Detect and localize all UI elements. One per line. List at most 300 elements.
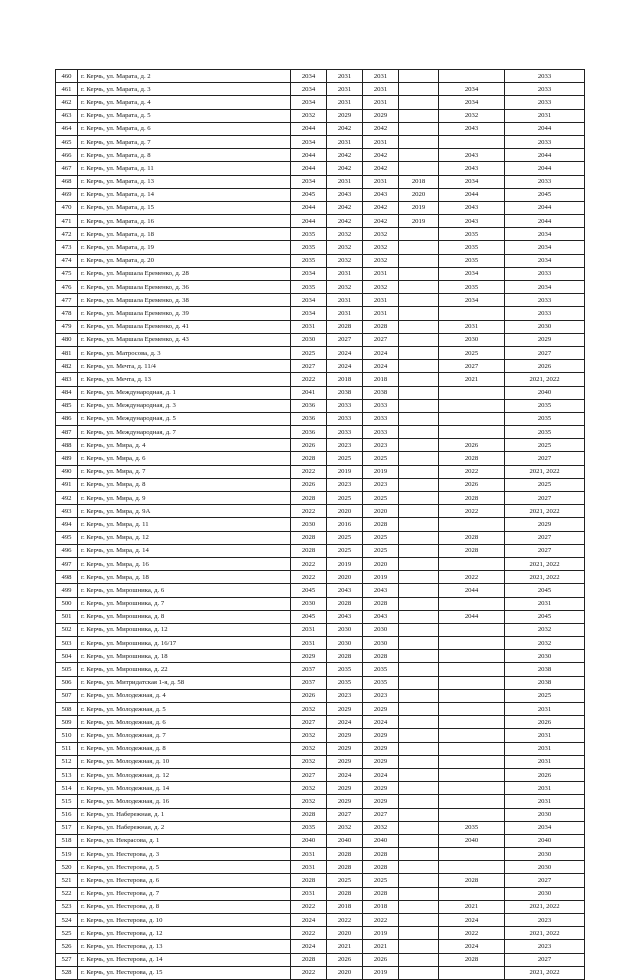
year-col-2-cell: 2020 [327,966,363,979]
address-cell: г. Керчь, ул. Нестерова, д. 14 [78,953,291,966]
year-col-1-cell: 2034 [291,135,327,148]
table-row [56,149,585,162]
year-col-2-cell: 2016 [327,518,363,531]
year-col-5-cell: 2035 [439,228,505,241]
year-col-5-cell: 2043 [439,149,505,162]
year-col-6-cell: 2031 [505,795,585,808]
year-col-1-cell: 2030 [291,333,327,346]
year-col-4-cell [399,887,439,900]
year-col-1-cell: 2035 [291,821,327,834]
row-number-cell: 466 [56,149,78,162]
year-col-6-cell: 2026 [505,768,585,781]
row-number-cell: 475 [56,267,78,280]
row-number-cell: 493 [56,505,78,518]
year-col-2-cell: 2029 [327,742,363,755]
year-col-2-cell: 2021 [327,940,363,953]
year-col-4-cell [399,109,439,122]
year-col-1-cell: 2032 [291,755,327,768]
year-col-2-cell: 2031 [327,294,363,307]
address-cell: г. Керчь, ул. Молодежная, д. 4 [78,689,291,702]
address-cell: г. Керчь, ул. Молодежная, д. 6 [78,716,291,729]
year-col-2-cell: 2024 [327,360,363,373]
year-col-1-cell: 2032 [291,795,327,808]
year-col-4-cell [399,426,439,439]
table-row [56,478,585,491]
year-col-5-cell [439,782,505,795]
row-number-cell: 490 [56,465,78,478]
row-number-cell: 525 [56,927,78,940]
year-col-5-cell: 2034 [439,175,505,188]
year-col-3-cell: 2025 [363,492,399,505]
year-col-2-cell: 2027 [327,333,363,346]
year-col-3-cell: 2028 [363,320,399,333]
year-col-4-cell [399,848,439,861]
year-col-6-cell: 2023 [505,914,585,927]
row-number-cell: 469 [56,188,78,201]
year-col-4-cell [399,531,439,544]
year-col-4-cell: 2019 [399,201,439,214]
address-cell: г. Керчь, ул. Маршала Еременко, д. 41 [78,320,291,333]
row-number-cell: 518 [56,834,78,847]
year-col-6-cell: 2027 [505,874,585,887]
year-col-4-cell [399,346,439,359]
year-col-6-cell: 2031 [505,109,585,122]
year-col-5-cell: 2028 [439,953,505,966]
year-col-3-cell: 2025 [363,874,399,887]
table-row [56,439,585,452]
year-col-1-cell: 2022 [291,966,327,979]
year-col-4-cell [399,254,439,267]
housing-schedule-table [55,69,585,980]
table-row [56,83,585,96]
year-col-2-cell: 2038 [327,386,363,399]
year-col-4-cell [399,557,439,570]
table-row [56,953,585,966]
table-row [56,320,585,333]
year-col-1-cell: 2027 [291,360,327,373]
row-number-cell: 461 [56,83,78,96]
year-col-6-cell: 2025 [505,689,585,702]
year-col-4-cell [399,241,439,254]
year-col-5-cell [439,795,505,808]
year-col-3-cell: 2042 [363,201,399,214]
year-col-1-cell: 2036 [291,412,327,425]
year-col-6-cell: 2033 [505,83,585,96]
year-col-5-cell [439,887,505,900]
address-cell: г. Керчь, ул. Марата, д. 18 [78,228,291,241]
year-col-3-cell: 2038 [363,386,399,399]
year-col-4-cell [399,808,439,821]
address-cell: г. Керчь, ул. Матросова, д. 3 [78,346,291,359]
year-col-3-cell: 2024 [363,346,399,359]
year-col-4-cell: 2019 [399,215,439,228]
year-col-3-cell: 2029 [363,729,399,742]
year-col-2-cell: 2031 [327,83,363,96]
row-number-cell: 492 [56,492,78,505]
address-cell: г. Керчь, ул. Нестерова, д. 5 [78,861,291,874]
row-number-cell: 478 [56,307,78,320]
year-col-3-cell: 2030 [363,637,399,650]
year-col-3-cell: 2031 [363,294,399,307]
year-col-3-cell: 2031 [363,267,399,280]
address-cell: г. Керчь, ул. Марата, д. 7 [78,135,291,148]
row-number-cell: 498 [56,571,78,584]
year-col-1-cell: 2034 [291,267,327,280]
address-cell: г. Керчь, ул. Молодежная, д. 5 [78,703,291,716]
row-number-cell: 467 [56,162,78,175]
table-row [56,267,585,280]
year-col-1-cell: 2034 [291,96,327,109]
year-col-1-cell: 2032 [291,703,327,716]
year-col-3-cell: 2032 [363,254,399,267]
address-cell: г. Керчь, ул. Маршала Еременко, д. 43 [78,333,291,346]
year-col-6-cell: 2044 [505,215,585,228]
year-col-3-cell: 2018 [363,373,399,386]
year-col-1-cell: 2028 [291,452,327,465]
year-col-4-cell [399,267,439,280]
address-cell: г. Керчь, ул. Мира, д. 9А [78,505,291,518]
year-col-1-cell: 2027 [291,768,327,781]
table-row [56,821,585,834]
year-col-6-cell: 2045 [505,584,585,597]
year-col-1-cell: 2022 [291,465,327,478]
year-col-2-cell: 2031 [327,175,363,188]
year-col-4-cell [399,452,439,465]
address-cell: г. Керчь, ул. Марата, д. 14 [78,188,291,201]
year-col-5-cell: 2035 [439,281,505,294]
year-col-4-cell [399,439,439,452]
year-col-3-cell: 2028 [363,848,399,861]
year-col-5-cell [439,135,505,148]
table-row [56,254,585,267]
address-cell: г. Керчь, ул. Марата, д. 4 [78,96,291,109]
table-row [56,755,585,768]
row-number-cell: 511 [56,742,78,755]
table-row [56,215,585,228]
year-col-5-cell: 2043 [439,201,505,214]
year-col-4-cell [399,360,439,373]
address-cell: г. Керчь, ул. Нестерова, д. 10 [78,914,291,927]
row-number-cell: 528 [56,966,78,979]
address-cell: г. Керчь, ул. Молодежная, д. 14 [78,782,291,795]
year-col-1-cell: 2044 [291,149,327,162]
year-col-4-cell [399,966,439,979]
year-col-5-cell: 2026 [439,478,505,491]
year-col-6-cell: 2030 [505,848,585,861]
row-number-cell: 491 [56,478,78,491]
year-col-6-cell: 2029 [505,518,585,531]
year-col-2-cell: 2023 [327,478,363,491]
year-col-2-cell: 2033 [327,399,363,412]
year-col-3-cell: 2031 [363,175,399,188]
year-col-2-cell: 2043 [327,188,363,201]
year-col-1-cell: 2044 [291,215,327,228]
year-col-6-cell: 2021, 2022 [505,966,585,979]
address-cell: г. Керчь, ул. Мира, д. 4 [78,439,291,452]
year-col-4-cell [399,399,439,412]
year-col-6-cell: 2023 [505,940,585,953]
year-col-1-cell: 2037 [291,663,327,676]
row-number-cell: 499 [56,584,78,597]
address-cell: г. Керчь, ул. Мирошника, д. 7 [78,597,291,610]
year-col-3-cell: 2021 [363,940,399,953]
table-row [56,610,585,623]
year-col-3-cell: 2033 [363,426,399,439]
year-col-2-cell: 2031 [327,307,363,320]
year-col-1-cell: 2044 [291,201,327,214]
row-number-cell: 506 [56,676,78,689]
year-col-2-cell: 2030 [327,623,363,636]
year-col-4-cell [399,465,439,478]
address-cell: г. Керчь, ул. Молодежная, д. 12 [78,768,291,781]
year-col-5-cell: 2022 [439,505,505,518]
address-cell: г. Керчь, ул. Нестерова, д. 6 [78,874,291,887]
row-number-cell: 484 [56,386,78,399]
year-col-3-cell: 2043 [363,584,399,597]
year-col-6-cell: 2021, 2022 [505,900,585,913]
year-col-5-cell: 2035 [439,241,505,254]
year-col-5-cell [439,307,505,320]
year-col-1-cell: 2035 [291,241,327,254]
year-col-1-cell: 2034 [291,175,327,188]
table-row [56,360,585,373]
year-col-1-cell: 2035 [291,281,327,294]
year-col-4-cell [399,782,439,795]
table-row [56,228,585,241]
year-col-6-cell: 2038 [505,663,585,676]
year-col-3-cell: 2019 [363,927,399,940]
year-col-1-cell: 2040 [291,834,327,847]
year-col-6-cell: 2021, 2022 [505,927,585,940]
year-col-2-cell: 2024 [327,346,363,359]
year-col-4-cell [399,610,439,623]
year-col-1-cell: 2037 [291,676,327,689]
year-col-5-cell: 2043 [439,215,505,228]
row-number-cell: 489 [56,452,78,465]
row-number-cell: 502 [56,623,78,636]
year-col-6-cell: 2033 [505,135,585,148]
year-col-3-cell: 2030 [363,623,399,636]
year-col-1-cell: 2031 [291,848,327,861]
address-cell: г. Керчь, ул. Марата, д. 3 [78,83,291,96]
year-col-2-cell: 2029 [327,795,363,808]
table-row [56,861,585,874]
year-col-1-cell: 2044 [291,122,327,135]
year-col-2-cell: 2043 [327,584,363,597]
year-col-6-cell: 2025 [505,478,585,491]
table-row [56,689,585,702]
table-row [56,927,585,940]
year-col-6-cell: 2030 [505,887,585,900]
row-number-cell: 521 [56,874,78,887]
table-row [56,333,585,346]
year-col-1-cell: 2031 [291,887,327,900]
year-col-1-cell: 2024 [291,940,327,953]
address-cell: г. Керчь, ул. Молодежная, д. 7 [78,729,291,742]
year-col-3-cell: 2027 [363,808,399,821]
table-row [56,531,585,544]
year-col-2-cell: 2029 [327,782,363,795]
year-col-2-cell: 2028 [327,848,363,861]
year-col-1-cell: 2041 [291,386,327,399]
address-cell: г. Керчь, ул. Молодежная, д. 10 [78,755,291,768]
year-col-2-cell: 2018 [327,373,363,386]
table-row [56,637,585,650]
year-col-2-cell: 2025 [327,531,363,544]
year-col-3-cell: 2023 [363,478,399,491]
year-col-6-cell: 2027 [505,544,585,557]
table-row [56,452,585,465]
year-col-5-cell [439,755,505,768]
row-number-cell: 460 [56,70,78,83]
year-col-2-cell: 2031 [327,135,363,148]
year-col-4-cell [399,834,439,847]
address-cell: г. Керчь, ул. Мира, д. 18 [78,571,291,584]
year-col-5-cell: 2026 [439,439,505,452]
year-col-5-cell: 2027 [439,360,505,373]
year-col-5-cell: 2028 [439,492,505,505]
table-row [56,281,585,294]
table-row [56,162,585,175]
row-number-cell: 468 [56,175,78,188]
table-row [56,848,585,861]
address-cell: г. Керчь, ул. Некрасова, д. 1 [78,834,291,847]
year-col-2-cell: 2031 [327,70,363,83]
year-col-4-cell [399,768,439,781]
year-col-1-cell: 2032 [291,742,327,755]
year-col-3-cell: 2029 [363,109,399,122]
year-col-5-cell: 2021 [439,900,505,913]
year-col-2-cell: 2033 [327,426,363,439]
year-col-6-cell: 2026 [505,716,585,729]
address-cell: г. Керчь, ул. Мирошника, д. 16/17 [78,637,291,650]
row-number-cell: 509 [56,716,78,729]
table-row [56,544,585,557]
year-col-2-cell: 2042 [327,122,363,135]
address-cell: г. Керчь, ул. Марата, д. 8 [78,149,291,162]
year-col-6-cell: 2021, 2022 [505,373,585,386]
year-col-2-cell: 2020 [327,505,363,518]
table-row [56,742,585,755]
year-col-2-cell: 2042 [327,215,363,228]
address-cell: г. Керчь, ул. Мирошника, д. 22 [78,663,291,676]
year-col-3-cell: 2035 [363,676,399,689]
year-col-5-cell: 2022 [439,927,505,940]
year-col-5-cell [439,716,505,729]
year-col-3-cell: 2018 [363,900,399,913]
year-col-3-cell: 2035 [363,663,399,676]
table-body [56,70,585,980]
table-row [56,571,585,584]
row-number-cell: 479 [56,320,78,333]
year-col-3-cell: 2024 [363,768,399,781]
table-row [56,492,585,505]
table-row [56,135,585,148]
year-col-5-cell: 2034 [439,83,505,96]
year-col-3-cell: 2025 [363,452,399,465]
table-row [56,716,585,729]
year-col-4-cell [399,637,439,650]
year-col-2-cell: 2022 [327,914,363,927]
year-col-5-cell [439,518,505,531]
table-row [56,900,585,913]
year-col-1-cell: 2028 [291,953,327,966]
year-col-3-cell: 2019 [363,966,399,979]
table-row [56,109,585,122]
year-col-5-cell: 2022 [439,465,505,478]
year-col-1-cell: 2026 [291,689,327,702]
address-cell: г. Керчь, ул. Мира, д. 8 [78,478,291,491]
year-col-6-cell: 2031 [505,742,585,755]
year-col-2-cell: 2025 [327,452,363,465]
year-col-1-cell: 2034 [291,70,327,83]
address-cell: г. Керчь, ул. Мирошника, д. 8 [78,610,291,623]
year-col-6-cell: 2033 [505,267,585,280]
year-col-4-cell [399,149,439,162]
table-row [56,676,585,689]
row-number-cell: 497 [56,557,78,570]
year-col-2-cell: 2018 [327,900,363,913]
row-number-cell: 465 [56,135,78,148]
year-col-5-cell: 2040 [439,834,505,847]
row-number-cell: 519 [56,848,78,861]
address-cell: г. Керчь, ул. Мира, д. 16 [78,557,291,570]
year-col-5-cell [439,597,505,610]
year-col-4-cell [399,689,439,702]
year-col-1-cell: 2035 [291,254,327,267]
row-number-cell: 517 [56,821,78,834]
address-cell: г. Керчь, ул. Мира, д. 7 [78,465,291,478]
address-cell: г. Керчь, ул. Международная, д. 7 [78,426,291,439]
table-row [56,241,585,254]
year-col-2-cell: 2042 [327,162,363,175]
year-col-5-cell: 2022 [439,571,505,584]
year-col-5-cell: 2028 [439,531,505,544]
year-col-1-cell: 2022 [291,927,327,940]
table-row [56,729,585,742]
year-col-5-cell: 2024 [439,914,505,927]
row-number-cell: 481 [56,346,78,359]
year-col-2-cell: 2029 [327,729,363,742]
table-row [56,201,585,214]
year-col-6-cell: 2045 [505,188,585,201]
row-number-cell: 504 [56,650,78,663]
year-col-3-cell: 2020 [363,557,399,570]
row-number-cell: 522 [56,887,78,900]
address-cell: г. Керчь, ул. Маршала Еременко, д. 36 [78,281,291,294]
year-col-1-cell: 2044 [291,162,327,175]
year-col-3-cell: 2025 [363,531,399,544]
address-cell: г. Керчь, ул. Мира, д. 9 [78,492,291,505]
year-col-6-cell: 2027 [505,953,585,966]
year-col-3-cell: 2029 [363,782,399,795]
address-cell: г. Керчь, ул. Мирошника, д. 12 [78,623,291,636]
year-col-4-cell [399,228,439,241]
year-col-5-cell: 2028 [439,544,505,557]
year-col-5-cell: 2028 [439,452,505,465]
year-col-3-cell: 2028 [363,650,399,663]
table-row [56,914,585,927]
year-col-4-cell [399,914,439,927]
year-col-5-cell: 2044 [439,610,505,623]
table-row [56,373,585,386]
table-row [56,834,585,847]
year-col-2-cell: 2024 [327,768,363,781]
year-col-2-cell: 2024 [327,716,363,729]
year-col-2-cell: 2025 [327,874,363,887]
year-col-4-cell [399,83,439,96]
year-col-1-cell: 2034 [291,83,327,96]
